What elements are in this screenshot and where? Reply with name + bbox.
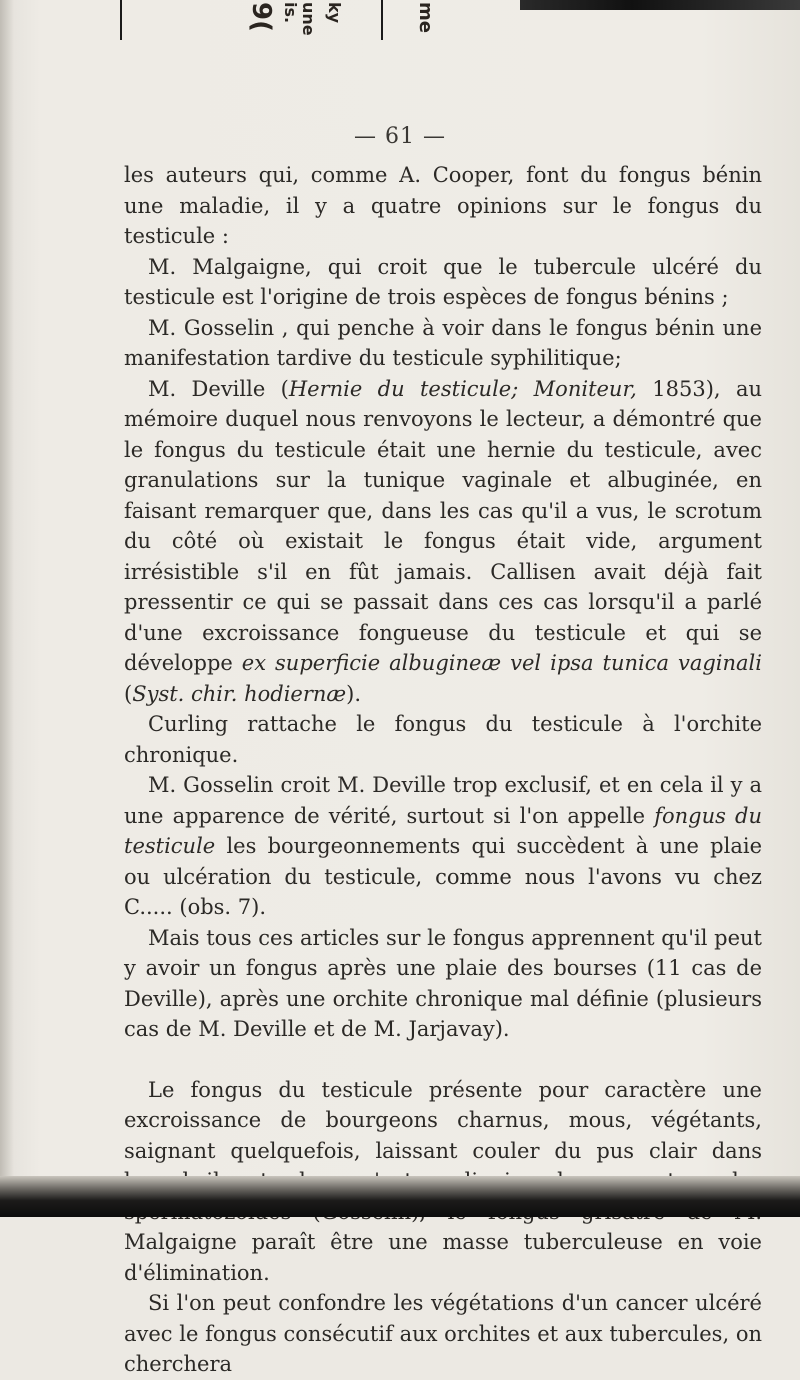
bleed-glyph-3: une <box>299 2 318 36</box>
paragraph <box>124 709 762 770</box>
bleed-through-letters-3 <box>390 0 480 40</box>
binding-shadow <box>0 0 14 1217</box>
text-run: M. Deville ( <box>148 376 289 401</box>
italic-text: Syst. chir. hodiernæ <box>132 681 347 706</box>
text-run: Si l'on peut confondre les végétations d'un cancer ulcéré avec le fongus consécutif aux orchites et aux tubercules, on cherchera <box>124 1291 762 1376</box>
paragraph <box>124 923 762 1045</box>
text-run: M. Gosselin croit M. Deville trop exclusif, et en cela il y a une apparence de vérité, surtout si l'on appelle <box>124 773 762 828</box>
bottom-scan-edge <box>0 1176 800 1217</box>
text-run: M. Gosselin , qui penche à voir dans le fongus bénin une manifestation tardive du testicule syphilitique; <box>124 315 762 370</box>
text-run: Le fongus du testicule présente pour caractère une excroissance de bourgeons charnus, mous, végétants, saignant quelquefois, laissant couler du pus clair dans Malgaigne paraît être une masse tuberculeuse en voie d'élimination. <box>124 1077 762 1285</box>
paragraph <box>124 313 762 374</box>
paragraph <box>124 374 762 710</box>
italic-text: fongus du testicule <box>124 803 762 858</box>
bleed-glyph-1: 9( <box>246 2 276 32</box>
italic-text: Hernie du testicule; Moniteur, <box>288 376 637 401</box>
bleed-glyph-5: me <box>415 2 436 33</box>
paragraph <box>124 770 762 923</box>
text-run: Curling rattache le fongus du testicule à l'orchite chronique. <box>124 712 762 767</box>
text-run: M. Malgaigne, qui croit que le tubercule ulcéré du testicule est l'origine de trois espèces de fongus bénins ; <box>124 254 762 309</box>
paragraph <box>124 160 762 252</box>
bleed-glyph-2: is. <box>281 2 300 24</box>
scan-dark-band <box>520 0 800 10</box>
text-run: les auteurs qui, comme A. Cooper, font du fongus bénin une maladie, il y a quatre opinions sur le fongus du testicule : <box>124 163 762 248</box>
top-scan-edge <box>0 0 800 40</box>
paragraph <box>124 252 762 313</box>
edge-line-mid <box>381 0 383 40</box>
text-run: les bourgeonnements qui succèdent à une plaie ou ulcération du testicule, comme nous l'avons vu chez C..... (obs. 7). <box>124 834 762 919</box>
text-run: 1853), au mémoire duquel nous renvoyons le lecteur, a démontré que le fongus du testicule était une hernie du testicule, avec granulations sur la tunique vaginale et albuginée, en faisant remarquer que, dans les cas qu'il a vus, le scrotum du côté où existait le fongus était vide, argument irrésistible s'il en fût jamais. Callisen avait déjà fait pressentir ce qui se passait dans ces cas lorsqu'il a parlé d'une excroissance fongueuse du testicule et qui se développe <box>124 376 762 675</box>
page-number: — 61 — <box>354 124 446 149</box>
italic-text: ex superficie albugineæ vel ipsa tunica vaginali <box>241 651 762 675</box>
paragraph <box>124 1288 762 1380</box>
text-run: ). <box>346 681 362 706</box>
bleed-through-letters <box>240 0 330 40</box>
bleed-glyph-4: ky <box>325 2 344 24</box>
edge-line-left <box>120 0 122 40</box>
text-run: ( <box>124 681 133 706</box>
text-run: Mais tous ces articles sur le fongus apprennent qu'il peut y avoir un fongus après une plaie des bourses (11 cas de Deville), après une orchite chronique mal définie (plusieurs cas de M. Deville et de M. Jarjavay). <box>124 925 762 1041</box>
